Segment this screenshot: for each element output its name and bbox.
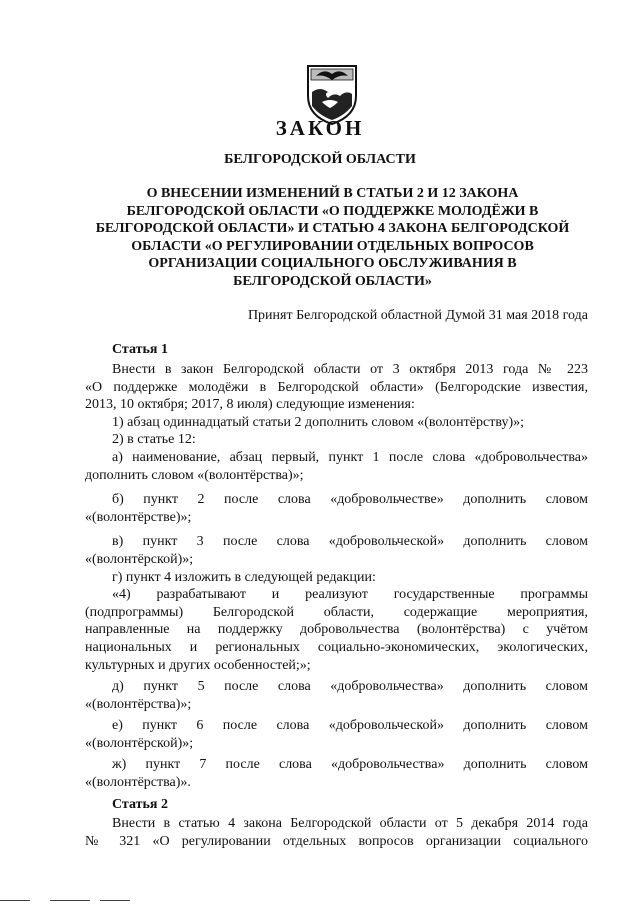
heading-line: БЕЛГОРОДСКОЙ ОБЛАСТИ» И СТАТЬЮ 4 ЗАКОНА БЕЛГОРОДСКОЙ: [95, 221, 570, 236]
text-line: «(волонтёрства)»;: [85, 696, 192, 712]
text-line: «(волонтёрства)».: [85, 775, 191, 791]
region-title: БЕЛГОРОДСКОЙ ОБЛАСТИ: [224, 152, 416, 167]
text-line: «(волонтёрстве)»;: [85, 509, 192, 525]
text-line: д) пункт 5 после слова «добровольчества» дополнить словом: [112, 679, 588, 695]
heading-line: БЕЛГОРОДСКОЙ ОБЛАСТИ»: [233, 273, 432, 289]
text-line: «4) разрабатывают и реализуют государственные программы: [112, 587, 588, 603]
text-line: «(волонтёрской)»;: [85, 551, 194, 567]
heading-line: ОРГАНИЗАЦИИ СОЦИАЛЬНОГО ОБСЛУЖИВАНИЯ В: [148, 256, 517, 271]
text-line: дополнить словом «(волонтёрства)»;: [85, 467, 304, 483]
law-heading: [95, 185, 570, 290]
text-line: Внести в статью 4 закона Белгородской области от 5 декабря 2014 года: [112, 816, 588, 831]
text-line: а) наименование, абзац первый, пункт 1 после слова «добровольчества»: [112, 449, 588, 465]
law-title: ЗАКОН: [275, 116, 365, 140]
text-line: б) пункт 2 после слова «добровольчестве» дополнить словом: [112, 492, 588, 508]
text-line: «О поддержке молодёжи в Белгородской области» (Белгородские известия,: [85, 379, 588, 395]
text-line: № 321 «О регулировании отдельных вопросов организации социального: [85, 833, 588, 849]
text-line: 2) в статье 12:: [112, 432, 196, 448]
article-1-body: [85, 361, 588, 792]
text-line: Внести в закон Белгородской области от 3 октября 2013 года № 223: [112, 362, 588, 377]
scan-edge-mark: [0, 900, 30, 901]
text-line: направленные на поддержку добровольчества (волонтёрства) с учётом: [85, 622, 588, 638]
heading-line: БЕЛГОРОДСКОЙ ОБЛАСТИ «О ПОДДЕРЖКЕ МОЛОДЁЖИ В: [126, 203, 539, 219]
article-2-body: [85, 815, 588, 850]
text-line: (подпрограммы) Белгородской области, содержащие мероприятия,: [85, 604, 588, 620]
text-line: 1) абзац одиннадцатый статьи 2 дополнить словом «(волонтёрству)»;: [112, 414, 525, 430]
text-line: 2013, 10 октября; 2017, 8 июля) следующие изменения:: [85, 397, 415, 413]
text-line: е) пункт 6 после слова «добровольческой» дополнить словом: [112, 718, 588, 734]
text-line: ж) пункт 7 после слова «добровольчества» дополнить словом: [112, 757, 588, 773]
article-2-title: Статья 2: [112, 797, 168, 812]
article-1-title: Статья 1: [112, 342, 168, 357]
text-line: культурных и других особенностей;»;: [85, 657, 311, 673]
heading-line: О ВНЕСЕНИИ ИЗМЕНЕНИЙ В СТАТЬИ 2 И 12 ЗАКОНА: [146, 186, 519, 201]
text-line: «(волонтёрской)»;: [85, 735, 194, 751]
text-line: г) пункт 4 изложить в следующей редакции:: [112, 569, 376, 585]
text-line: в) пункт 3 после слова «добровольческой» дополнить словом: [112, 534, 588, 550]
scan-edge-mark: [100, 900, 130, 901]
scan-edge-mark: [50, 900, 90, 901]
text-line: национальных и региональных социально-экономических, экологических,: [85, 639, 588, 655]
adoption-date: Принят Белгородской областной Думой 31 мая 2018 года: [247, 308, 588, 323]
heading-line: ОБЛАСТИ «О РЕГУЛИРОВАНИИ ОТДЕЛЬНЫХ ВОПРОСОВ: [131, 238, 534, 254]
